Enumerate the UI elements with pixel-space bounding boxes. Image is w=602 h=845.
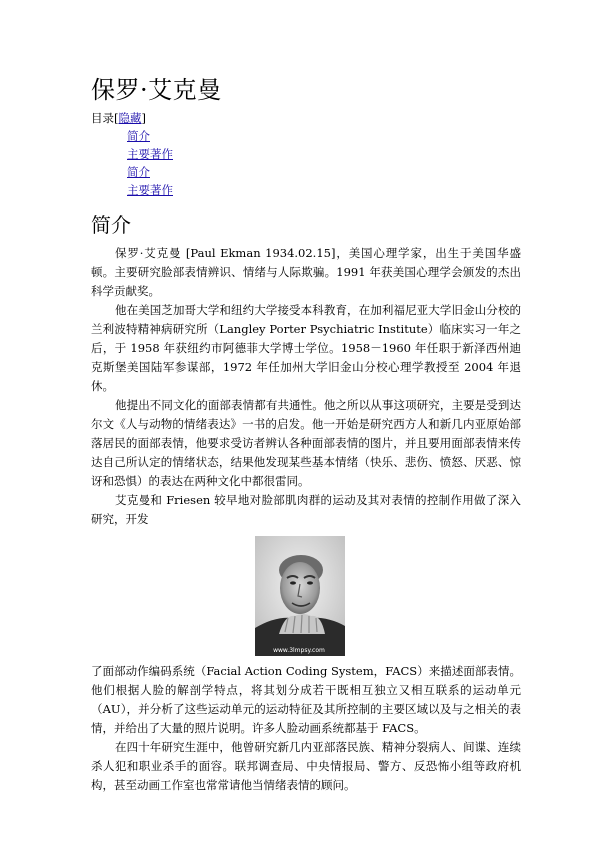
paragraph: 他在美国芝加哥大学和纽约大学接受本科教育，在加利福尼亚大学旧金山分校的兰利波特精神病研究所（Langley Porter Psychiatric Institute）临床实习一年之后，于 1958 年获纽约市阿德菲大学博士学位。1958－1960 年任职于新泽西州迪克斯堡美国陆军参谋部，1972 年任加州大学旧金山分校心理学教授至 2004 年退休。 [91, 303, 521, 393]
portrait-figure [91, 536, 521, 658]
toc-item-intro[interactable]: 简介 [127, 129, 150, 143]
section-heading: 简介 [91, 213, 131, 237]
paragraph: 在四十年研究生涯中，他曾研究新几内亚部落民族、精神分裂病人、间谍、连续杀人犯和职业杀手的面容。联邦调查局、中央情报局、警方、反恐怖小组等政府机构，甚至动画工作室也常常请他当情绪表情的顾问。 [91, 740, 521, 792]
paragraph: 艾克曼和 Friesen 较早地对脸部肌肉群的运动及其对表情的控制作用做了深入研究，开发 [91, 493, 521, 526]
toc-hide-link[interactable]: 隐藏 [118, 111, 142, 125]
table-of-contents [91, 109, 173, 199]
toc-item-works-2[interactable]: 主要著作 [127, 183, 173, 197]
portrait-image [255, 536, 345, 656]
section-body [91, 244, 521, 795]
toc-item-works[interactable]: 主要著作 [127, 147, 173, 161]
paragraph: 他提出不同文化的面部表情都有共通性。他之所以从事这项研究，主要是受到达尔文《人与动物的情绪表达》一书的启发。他一开始是研究西方人和新几内亚原始部落居民的面部表情，他要求受访者辨认各种面部表情的图片，并且要用面部表情来传达自己所认定的情绪状态，结果他发现某些基本情绪（快乐、悲伤、愤怒、厌恶、惊讶和恐惧）的表达在两种文化中都很雷同。 [91, 398, 521, 488]
toc-header [91, 109, 173, 127]
page-title: 保罗·艾克曼 [91, 76, 222, 104]
watermark: www.3lmpsy.com [273, 647, 325, 654]
toc-item-intro-2[interactable]: 简介 [127, 165, 150, 179]
paragraph: 保罗·艾克曼 [Paul Ekman 1934.02.15]，美国心理学家，出生于美国华盛顿。主要研究脸部表情辨识、情绪与人际欺骗。1991 年获美国心理学会颁发的杰出科学贡献奖。 [91, 246, 521, 298]
portrait-photo [255, 536, 345, 656]
paragraph: 了面部动作编码系统（Facial Action Coding System，FACS）来描述面部表情。他们根据人脸的解剖学特点，将其划分成若干既相互独立又相互联系的运动单元（AU），并分析了这些运动单元的运动特征及其所控制的主要区域以及与之相关的表情，并给出了大量的照片说明。许多人脸动画系统都基于 FACS。 [91, 664, 521, 735]
toc-bracket-open: [ [114, 111, 119, 125]
toc-bracket-close: ] [141, 111, 146, 125]
toc-label: 目录 [91, 111, 114, 125]
